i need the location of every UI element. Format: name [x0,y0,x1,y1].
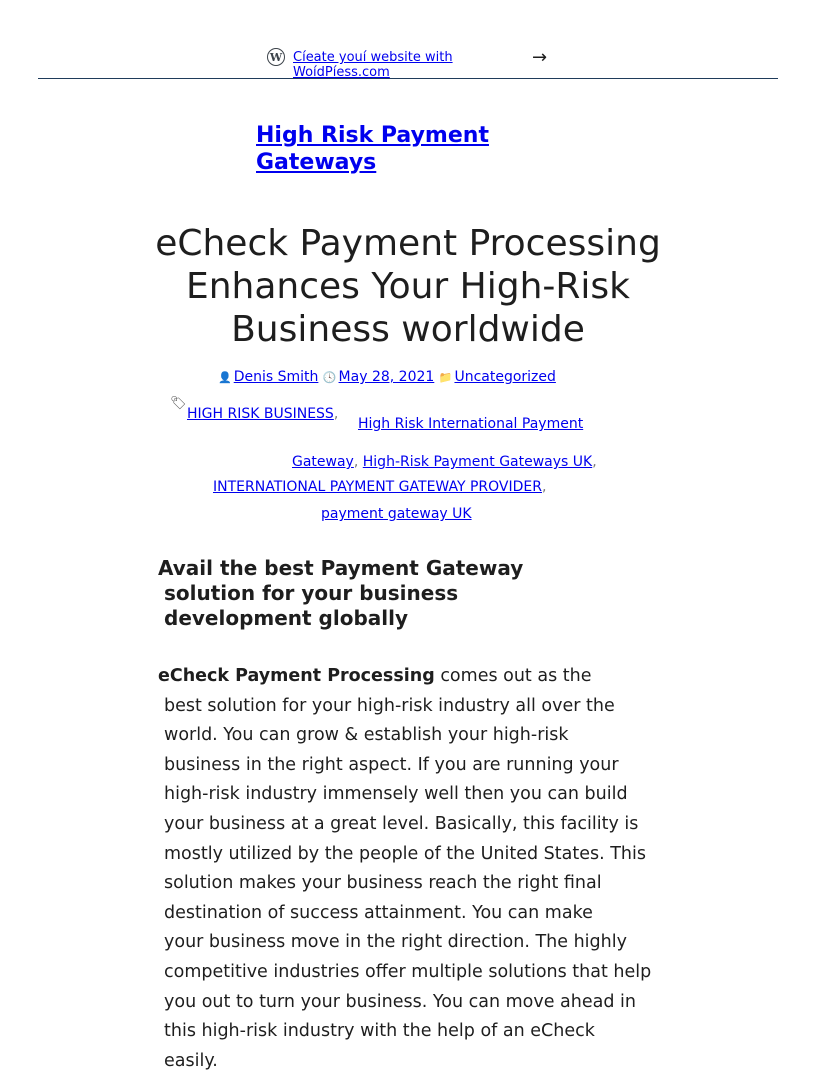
paragraph-line: mostly utilized by the people of the United States. This [164,843,646,864]
post-date-link[interactable]: May 28, 2021 [338,369,435,385]
site-title-link[interactable]: High Risk Payment Gateways [256,123,489,175]
tag-link-high-risk-business[interactable]: HIGH RISK BUSINESS [187,406,334,422]
content-heading-line: Avail the best Payment Gateway [158,556,524,580]
content-heading-line: development globally [164,606,409,630]
clock-icon: 🕓 [322,371,337,384]
paragraph-line: destination of success attainment. You can make [164,902,593,923]
paragraph-line: you out to turn your business. You can move ahead in [164,991,636,1012]
author-icon: 👤 [218,371,232,384]
folder-icon: 📁 [438,371,453,384]
tag-link-payment-gateway-uk[interactable]: payment gateway UK [321,506,472,522]
arrow-right-icon[interactable]: → [532,47,548,68]
wordpress-logo-icon[interactable]: W [267,48,285,66]
paragraph-line: your business move in the right direction. The highly [164,932,627,953]
author-link[interactable]: Denis Smith [233,369,319,385]
content-heading-line: solution for your business [164,581,459,605]
paragraph-line: world. You can grow & establish your high-risk [164,725,569,746]
post-title: eCheck Payment Processing Enhances Your High-Risk Business worldwide [155,223,661,350]
tag-link-gateways-uk[interactable]: High-Risk Payment Gateways UK [362,454,593,470]
paragraph-line: competitive industries offer multiple solutions that help [164,961,652,982]
tag-row-4 [321,505,472,523]
tag-link-international-provider[interactable]: INTERNATIONAL PAYMENT GATEWAY PROVIDER [213,479,542,495]
category-link[interactable]: Uncategorized [454,369,556,385]
paragraph-line: solution makes your business reach the right final [164,873,602,894]
paragraph-line: your business at a great level. Basically, this facility is [164,813,639,834]
post-meta [218,368,556,387]
paragraph-line: business in the right aspect. If you are running your [164,754,619,775]
tag-icon: 🏷 [170,396,187,411]
paragraph-line: this high-risk industry with the help of an eCheck [164,1021,595,1042]
tag-row-2: High Risk International Payment Gateway, High-Risk Payment Gateways UK, [292,416,597,470]
paragraph-line: high-risk industry immensely well then you can build [164,784,628,805]
tag-row-1: HIGH RISK BUSINESS, [187,406,339,422]
post-content [158,662,652,1076]
paragraph-line: best solution for your high-risk industry all over the [164,695,615,716]
paragraph-line: easily. [164,1050,218,1071]
tag-link-international-gateway[interactable]: High Risk International Payment Gateway [292,416,584,470]
lead-bold-text: eCheck Payment Processing [158,666,435,686]
paragraph-line: eCheck Payment Processing comes out as the [158,666,592,686]
tag-row-3: INTERNATIONAL PAYMENT GATEWAY PROVIDER, [213,479,547,495]
site-title [256,122,576,176]
header-divider [38,78,778,79]
content-heading [158,556,628,631]
create-website-link[interactable]: Cíeate youí website with WoídPíess.com [293,50,453,80]
